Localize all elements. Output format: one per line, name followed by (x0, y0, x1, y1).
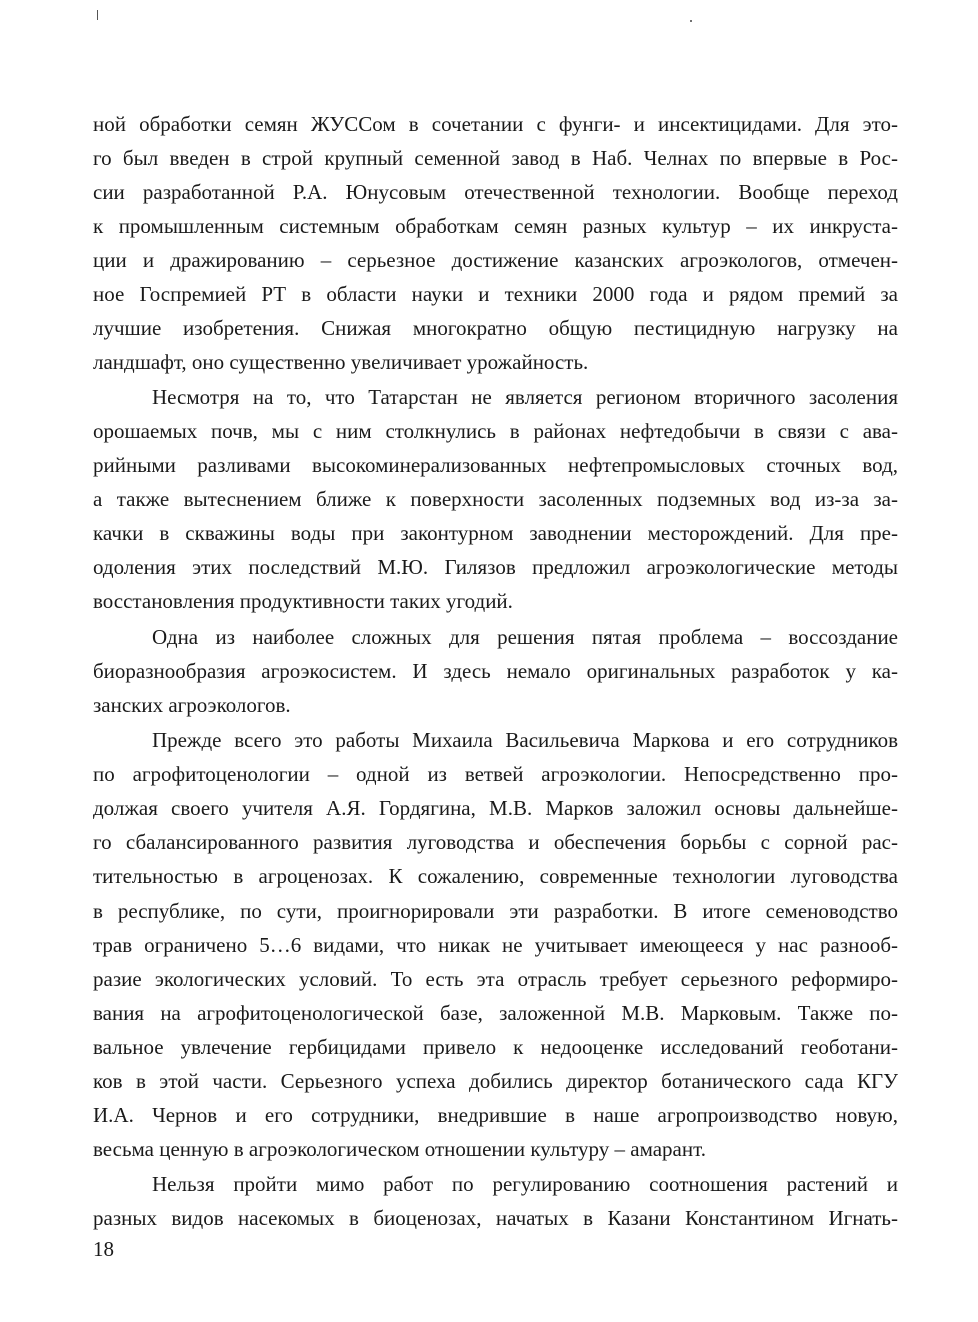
text-line: рийными разливами высокоминерализованных нефтепромысловых сточных вод, (93, 453, 898, 477)
text-line: Одна из наиболее сложных для решения пятая проблема – воссоздание (152, 625, 898, 649)
text-line: биоразнообразия агроэкосистем. И здесь немало оригинальных разработок у ка- (93, 659, 898, 683)
scan-dot (690, 20, 692, 22)
text-line: трав ограничено 5…6 видами, что никак не учитывает имеющееся у нас разнооб- (93, 933, 898, 957)
text-line: разие экологических условий. То есть эта отрасль требует серьезного реформиро- (93, 967, 898, 991)
scan-mark (97, 10, 98, 20)
text-line: орошаемых почв, мы с ним столкнулись в районах нефтедобычи в связи с ава- (93, 419, 898, 443)
text-line: качки в скважины воды при законтурном заводнении месторождений. Для пре- (93, 521, 898, 545)
text-line: вальное увлечение гербицидами привело к недооценке исследований геоботани- (93, 1035, 898, 1059)
text-line: Несмотря на то, что Татарстан не является регионом вторичного засоления (152, 385, 898, 409)
text-line: по агрофитоценологии – одной из ветвей агроэкологии. Непосредственно про- (93, 762, 898, 786)
text-line: ное Госпремией РТ в области науки и техники 2000 года и рядом премий за (93, 282, 898, 306)
text-line: Нельзя пройти мимо работ по регулированию соотношения растений и (152, 1172, 898, 1196)
text-line: ции и дражированию – серьезное достижение казанских агроэкологов, отмечен- (93, 248, 898, 272)
text-line: тительностью в агроценозах. К сожалению, современные технологии луговодства (93, 864, 898, 888)
text-line: го сбалансированного развития луговодства и обеспечения борьбы с сорной рас- (93, 830, 898, 854)
text-line: лучшие изобретения. Снижая многократно общую пестицидную нагрузку на (93, 316, 898, 340)
text-line: ков в этой части. Серьезного успеха добились директор ботанического сада КГУ (93, 1069, 898, 1093)
text-line: одоления этих последствий М.Ю. Гилязов предложил агроэкологические методы (93, 555, 898, 579)
text-line: ландшафт, оно существенно увеличивает урожайность. (93, 350, 589, 374)
text-line: разных видов насекомых в биоценозах, начатых в Казани Константином Игнать- (93, 1206, 898, 1230)
text-line: в республике, по сути, проигнорировали эти разработки. В итоге семеноводство (93, 899, 898, 923)
text-line: И.А. Чернов и его сотрудники, внедрившие в наше агропроизводство новую, (93, 1103, 898, 1127)
text-line: занских агроэкологов. (93, 693, 291, 717)
text-line: Прежде всего это работы Михаила Васильевича Маркова и его сотрудников (152, 728, 898, 752)
text-line: восстановления продуктивности таких угодий. (93, 589, 513, 613)
text-line: ной обработки семян ЖУССом в сочетании с фунги- и инсектицидами. Для это- (93, 112, 898, 136)
text-line: должая своего учителя А.Я. Гордягина, М.В. Марков заложил основы дальнейше- (93, 796, 898, 820)
text-line: а также вытеснением ближе к поверхности засоленных подземных вод из-за за- (93, 487, 898, 511)
text-line: сии разработанной Р.А. Юнусовым отечественной технологии. Вообще переход (93, 180, 898, 204)
page-number: 18 (93, 1237, 114, 1261)
text-line: к промышленным системным обработкам семян разных культур – их инкруста- (93, 214, 898, 238)
text-line: весьма ценную в агроэкологическом отношении культуру – амарант. (93, 1137, 706, 1161)
text-line: вания на агрофитоценологической базе, заложенной М.В. Марковым. Также по- (93, 1001, 898, 1025)
text-line: го был введен в строй крупный семенной завод в Наб. Челнах по впервые в Рос- (93, 146, 898, 170)
